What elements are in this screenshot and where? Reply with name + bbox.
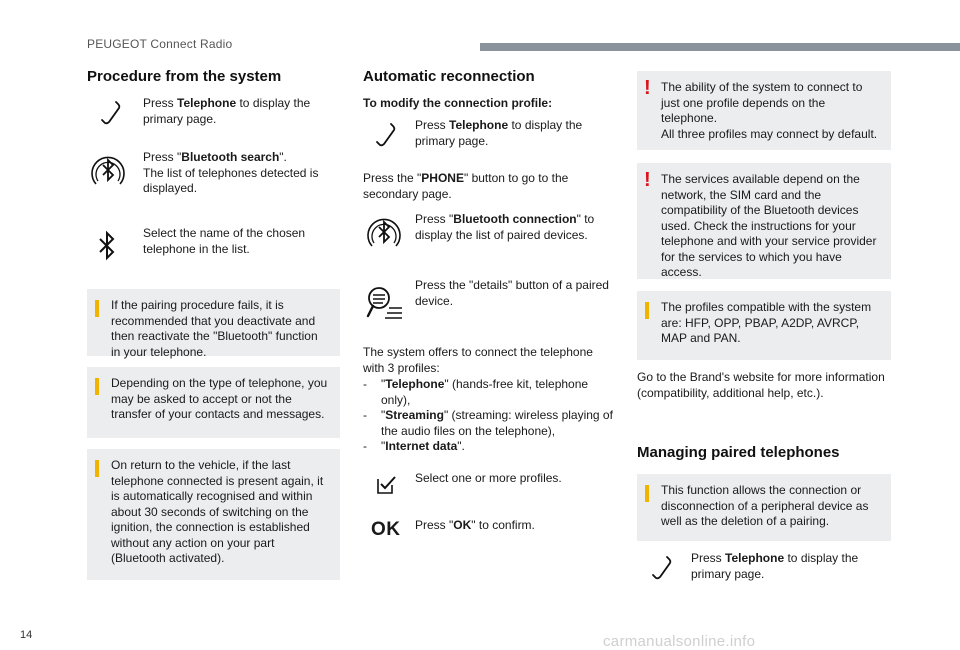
warning-note-text: All three profiles may connect by default.: [661, 126, 878, 141]
list-item: - "Internet data".: [363, 439, 465, 453]
bluetooth-connection-icon: [364, 213, 404, 255]
info-marker-icon: [645, 302, 649, 319]
header-bar: [480, 43, 960, 51]
info-note-text: This function allows the connection or disconnection of a peripheral device as well as the deletion of a pairing.: [661, 483, 869, 528]
step-details-button: Press the "details" button of a paired device.: [415, 278, 609, 308]
profile-list: [363, 377, 618, 455]
info-note-text: The profiles compatible with the system are: HFP, OPP, PBAP, A2DP, AVRCP, MAP and PAN.: [661, 300, 872, 345]
bluetooth-icon: [97, 230, 117, 262]
warning-note-profile: [637, 71, 891, 150]
step-select-profiles: Select one or more profiles.: [415, 471, 562, 485]
info-marker-icon: [95, 460, 99, 477]
info-marker-icon: [95, 378, 99, 395]
subheading-modify-profile: To modify the connection profile:: [363, 96, 553, 110]
warning-icon: !: [644, 77, 651, 99]
list-item: - "Telephone" (hands-free kit, telephone only),: [363, 377, 589, 407]
step-press-ok: Press "OK" to confirm.: [415, 518, 535, 532]
info-note-function: [637, 474, 891, 541]
info-note-transfer: [87, 367, 340, 438]
step-press-telephone: Press Telephone to display the primary page.: [143, 96, 311, 126]
step-press-telephone: Press Telephone to display the primary page.: [415, 118, 583, 148]
telephone-handset-icon: [648, 555, 674, 581]
info-marker-icon: [645, 485, 649, 502]
running-header: PEUGEOT Connect Radio: [87, 37, 233, 51]
para-press-phone: Press the "PHONE" button to go to the secondary page.: [363, 171, 569, 201]
step-bluetooth-connection: Press "Bluetooth connection" to display the list of paired devices.: [415, 212, 595, 242]
para-profiles: The system offers to connect the telephone with 3 profiles:: [363, 345, 593, 375]
section-heading-procedure: Procedure from the system: [87, 68, 282, 85]
info-note-return-vehicle: [87, 449, 340, 580]
page-number: 14: [20, 629, 33, 641]
ok-icon: OK: [371, 519, 401, 540]
info-note-profiles-compatible: [637, 291, 891, 360]
info-note-pairing-fails: [87, 289, 340, 359]
info-note-text: If the pairing procedure fails, it is recommended that you deactivate and then reactivate the "Bluetooth" function in your telephone.: [111, 298, 318, 359]
step-select-telephone: Select the name of the chosen telephone in the list.: [143, 226, 306, 256]
bluetooth-search-icon: [88, 151, 128, 193]
info-marker-icon: [95, 300, 99, 317]
section-heading-managing-paired: Managing paired telephones: [637, 444, 840, 461]
info-note-text: Depending on the type of telephone, you may be asked to accept or not the transfer of your contacts and messages.: [111, 376, 328, 421]
warning-note-services: [637, 163, 891, 279]
checkbox-checked-icon: [375, 474, 397, 496]
section-heading-auto-reconnect: Automatic reconnection: [363, 68, 535, 85]
info-note-text: On return to the vehicle, if the last telephone connected is present again, it is automatically recognised and within about 30 seconds of switching on the ignition, the connection is established without any action on your part (Bluetooth activated).: [111, 458, 324, 565]
details-icon: [365, 282, 403, 322]
step-press-telephone: Press Telephone to display the primary page.: [691, 551, 859, 581]
warning-icon: !: [644, 169, 651, 191]
watermark: carmanualsonline.info: [603, 633, 756, 650]
telephone-handset-icon: [372, 122, 398, 148]
step-bluetooth-search: Press "Bluetooth search". The list of telephones detected is displayed.: [143, 150, 319, 195]
list-item: - "Streaming" (streaming: wireless playing of the audio files on the telephone),: [363, 408, 613, 438]
warning-note-text: The services available depend on the network, the SIM card and the compatibility of the Bluetooth devices used. Check the instructions for your telephone and with your service provider for the services to which you have access.: [661, 172, 877, 279]
telephone-handset-icon: [97, 100, 123, 126]
para-brand-website: Go to the Brand's website for more information (compatibility, additional help, etc.).: [637, 370, 885, 400]
warning-note-text: The ability of the system to connect to just one profile depends on the telephone.: [661, 80, 863, 125]
